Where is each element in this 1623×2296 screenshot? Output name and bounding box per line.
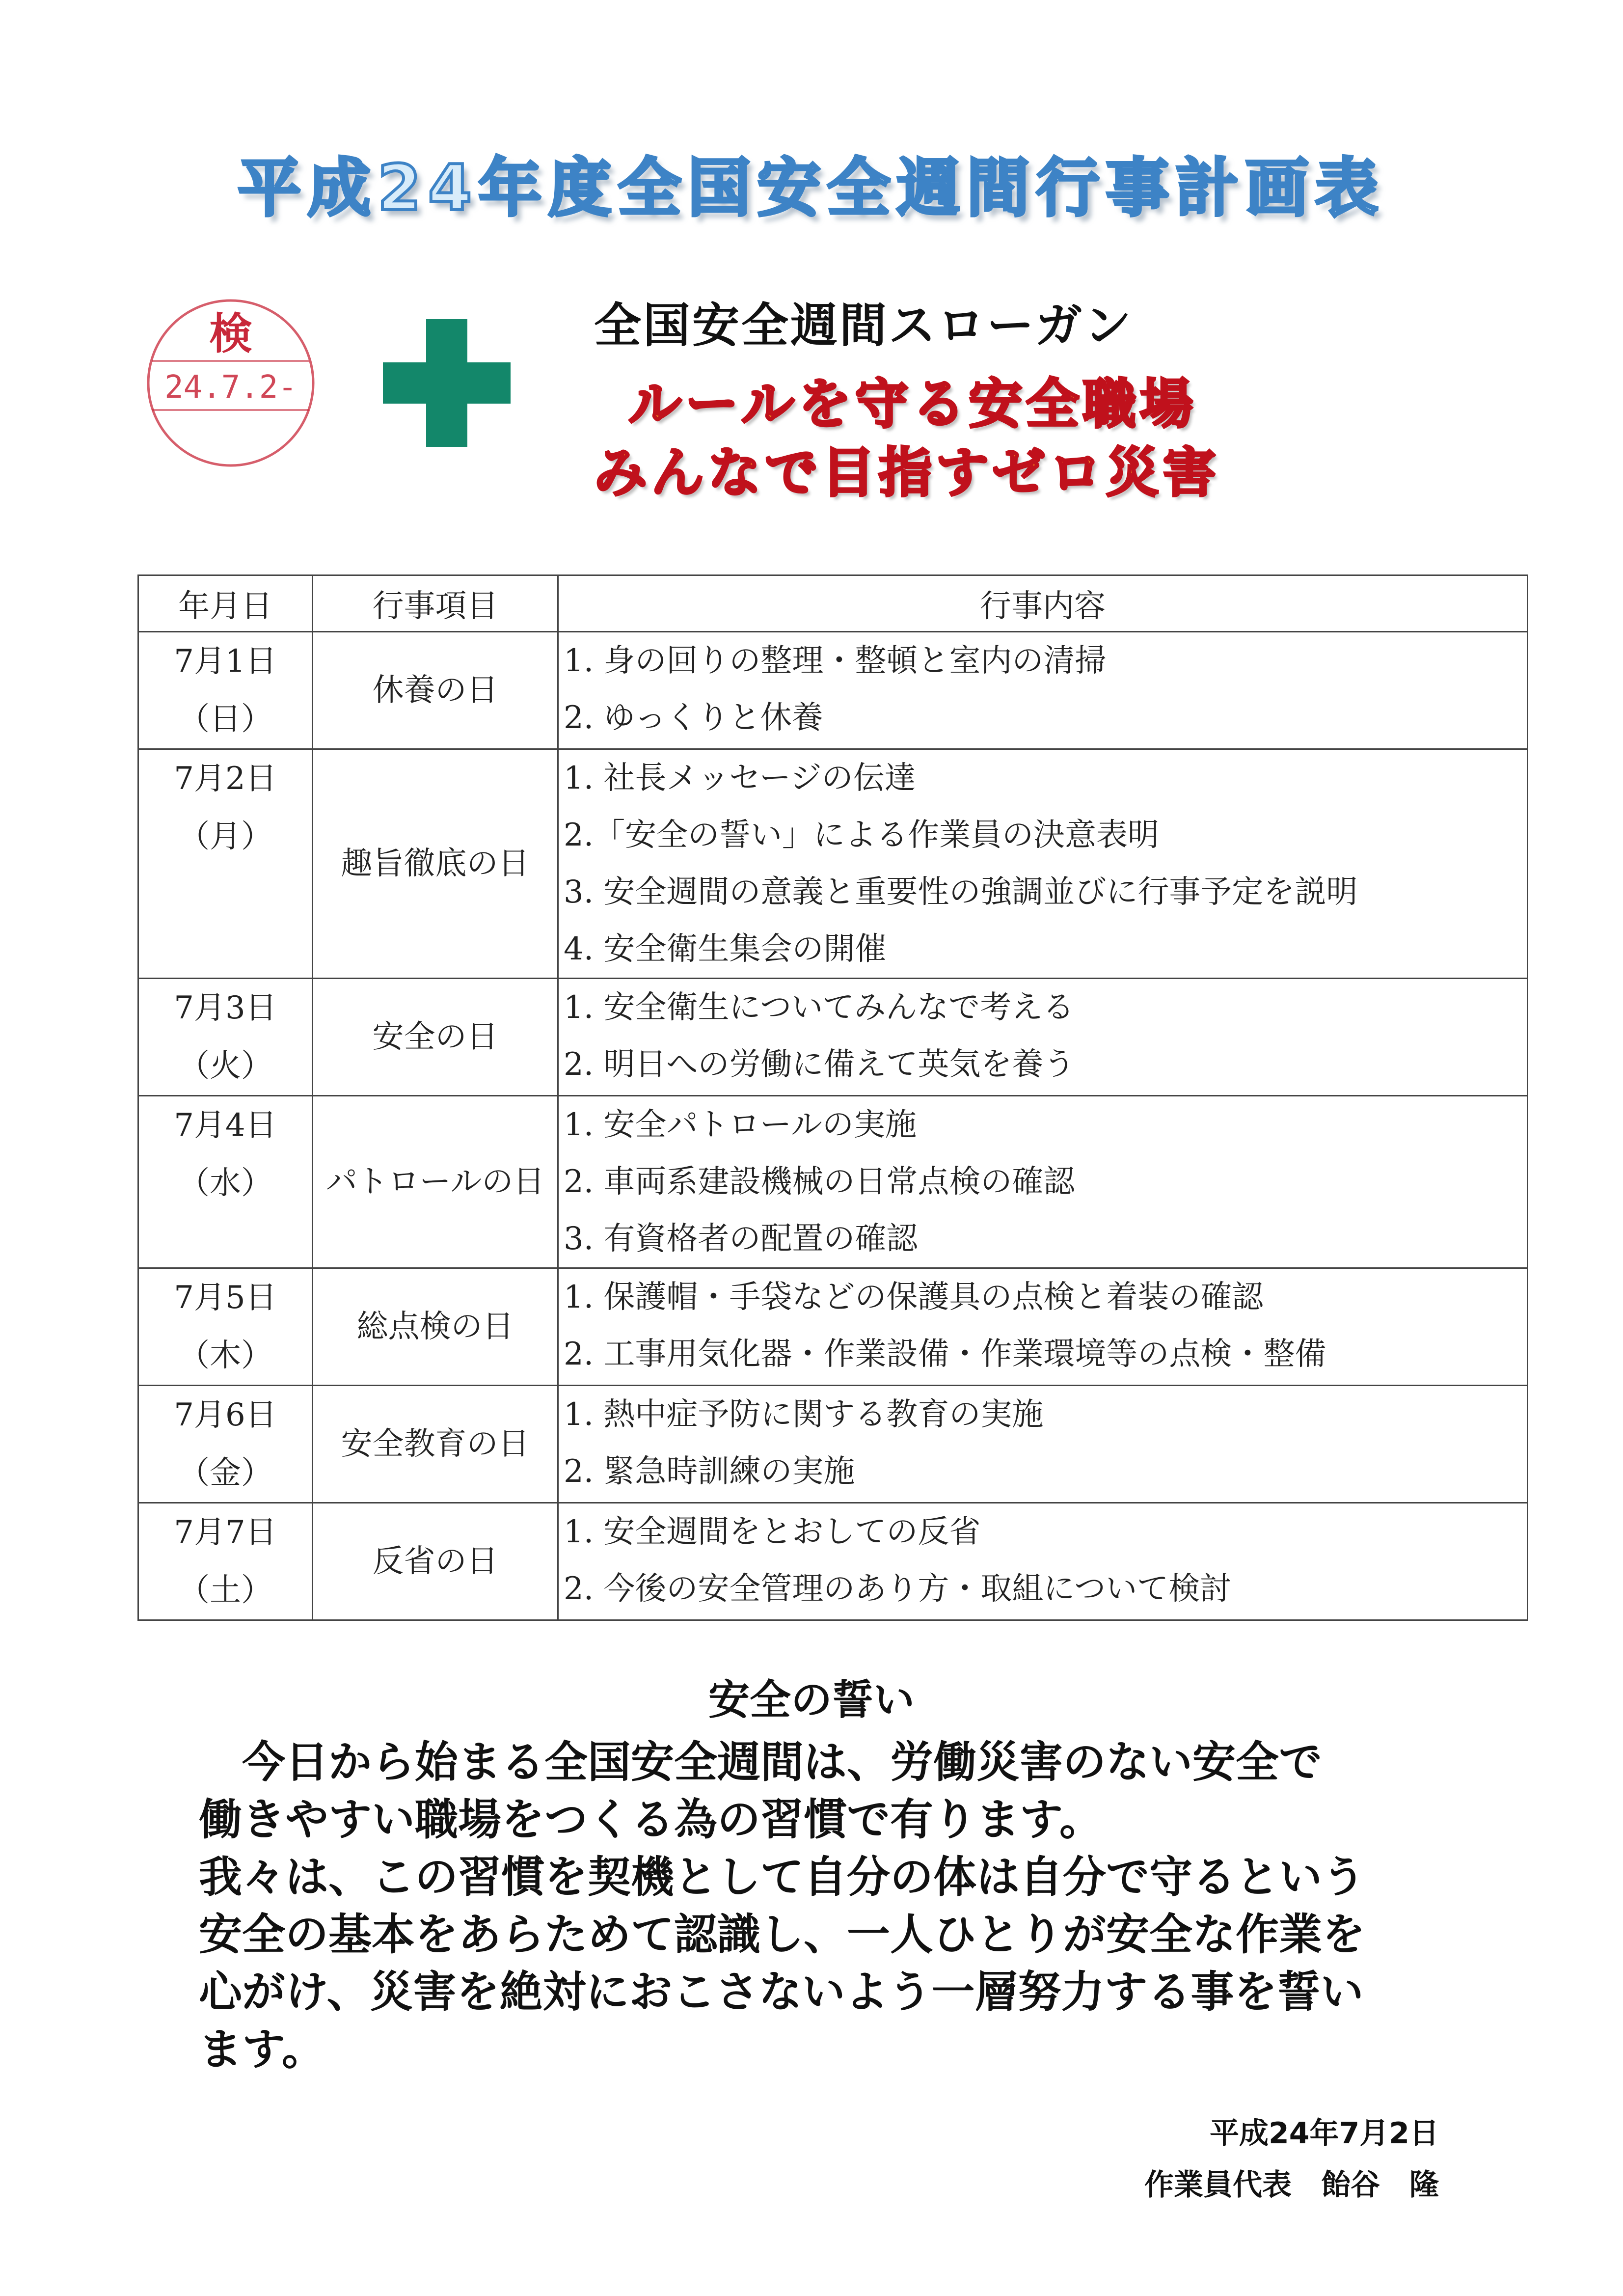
content-item: 1. 社長メッセージの伝達 bbox=[564, 760, 916, 796]
date: 7月2日 bbox=[174, 761, 277, 797]
weekday: （金） bbox=[178, 1455, 272, 1491]
green-cross-icon bbox=[383, 319, 511, 447]
date: 7月5日 bbox=[174, 1280, 277, 1316]
weekday: （日） bbox=[178, 701, 272, 738]
slogan-heading: 全国安全週間スローガン bbox=[594, 298, 1134, 353]
content-item: 1. 安全衛生についてみんなで考える bbox=[564, 989, 1075, 1026]
content-item: 2. 今後の安全管理のあり方・取組について検討 bbox=[564, 1571, 1232, 1607]
weekday: （月） bbox=[178, 819, 272, 855]
signature-date: 平成24年7月2日 bbox=[1210, 2116, 1439, 2151]
date-cell bbox=[138, 1268, 313, 1386]
weekday: （水） bbox=[178, 1165, 272, 1202]
oath-title: 安全の誓い bbox=[708, 1676, 915, 1724]
weekday: （火） bbox=[178, 1048, 272, 1084]
date-cell bbox=[138, 1386, 313, 1503]
content-item: 1. 熱中症予防に関する教育の実施 bbox=[564, 1396, 1044, 1433]
date-cell bbox=[138, 632, 313, 749]
event-cell: 総点検の日 bbox=[313, 1268, 558, 1386]
table-row bbox=[138, 1096, 1528, 1268]
content-cell bbox=[558, 1268, 1528, 1386]
table-header-row bbox=[138, 575, 1528, 632]
content-cell bbox=[558, 1503, 1528, 1620]
oath-line: 我々は、この習慣を契機として自分の体は自分で守るという bbox=[199, 1852, 1366, 1902]
date-cell bbox=[138, 749, 313, 979]
date-cell bbox=[138, 1096, 313, 1268]
content-item: 1. 保護帽・手袋などの保護具の点検と着装の確認 bbox=[564, 1279, 1264, 1315]
event-cell: 休養の日 bbox=[313, 632, 558, 749]
stamp-date: 24.7.2- bbox=[164, 369, 297, 406]
signature-name: 作業員代表 飴谷 隆 bbox=[1144, 2168, 1439, 2202]
event-cell: 反省の日 bbox=[313, 1503, 558, 1620]
table-row bbox=[138, 632, 1528, 749]
content-item: 3. 有資格者の配置の確認 bbox=[564, 1221, 918, 1257]
table-row bbox=[138, 1268, 1528, 1386]
date-cell bbox=[138, 979, 313, 1096]
content-item: 3. 安全週間の意義と重要性の強調並びに行事予定を説明 bbox=[564, 874, 1358, 910]
content-item: 2. 明日への労働に備えて英気を養う bbox=[564, 1046, 1075, 1083]
content-cell bbox=[558, 979, 1528, 1096]
date: 7月7日 bbox=[174, 1514, 277, 1551]
oath-line: 安全の基本をあらためて認識し、一人ひとりが安全な作業を bbox=[199, 1909, 1366, 1960]
content-item: 2.「安全の誓い」による作業員の決意表明 bbox=[564, 817, 1160, 853]
table-row bbox=[138, 1386, 1528, 1503]
date: 7月6日 bbox=[174, 1397, 277, 1433]
content-item: 1. 安全パトロールの実施 bbox=[564, 1107, 917, 1143]
event-cell: 趣旨徹底の日 bbox=[313, 749, 558, 979]
content-item: 2. 工事用気化器・作業設備・作業環境等の点検・整備 bbox=[564, 1336, 1326, 1372]
date: 7月4日 bbox=[174, 1107, 277, 1144]
table-row bbox=[138, 749, 1528, 979]
table-row bbox=[138, 979, 1528, 1096]
oath-line: 心がけ、災害を絶対におこさないよう一層努力する事を誓い bbox=[199, 1967, 1364, 2017]
table-row bbox=[138, 1503, 1528, 1620]
content-cell bbox=[558, 1096, 1528, 1268]
slogan-line: みんなで目指すゼロ災害 bbox=[594, 442, 1220, 504]
event-cell: パトロールの日 bbox=[313, 1096, 558, 1268]
column-header: 行事項目 bbox=[313, 575, 558, 632]
column-header: 年月日 bbox=[138, 575, 313, 632]
content-item: 1. 身の回りの整理・整頓と室内の清掃 bbox=[564, 643, 1107, 679]
schedule-table bbox=[137, 574, 1528, 1621]
date: 7月1日 bbox=[174, 643, 277, 680]
oath-line: 働きやすい職場をつくる為の習慣で有ります。 bbox=[199, 1794, 1103, 1845]
page-title: 平成24年度全国安全週間行事計画表 bbox=[238, 152, 1385, 225]
weekday: （木） bbox=[178, 1338, 272, 1374]
oath-line: ます。 bbox=[199, 2024, 325, 2075]
inspection-stamp bbox=[142, 295, 319, 471]
content-cell bbox=[558, 1386, 1528, 1503]
content-item: 2. 車両系建設機械の日常点検の確認 bbox=[564, 1164, 1075, 1200]
oath-body bbox=[199, 1733, 1475, 2078]
content-item: 2. 緊急時訓練の実施 bbox=[564, 1453, 855, 1490]
content-item: 4. 安全衛生集会の開催 bbox=[564, 931, 887, 967]
oath-line: 今日から始まる全国安全週間は、労働災害のない安全で bbox=[199, 1737, 1323, 1787]
content-cell bbox=[558, 749, 1528, 979]
stamp-mark: 検 bbox=[209, 308, 253, 359]
column-header: 行事内容 bbox=[558, 575, 1528, 632]
slogan-line: ルールを守る安全職場 bbox=[628, 374, 1197, 435]
content-item: 1. 安全週間をとおしての反省 bbox=[564, 1514, 981, 1550]
date: 7月3日 bbox=[174, 990, 277, 1026]
content-cell bbox=[558, 632, 1528, 749]
weekday: （土） bbox=[178, 1572, 272, 1609]
event-cell: 安全教育の日 bbox=[313, 1386, 558, 1503]
event-cell: 安全の日 bbox=[313, 979, 558, 1096]
content-item: 2. ゆっくりと休養 bbox=[564, 700, 823, 736]
date-cell bbox=[138, 1503, 313, 1620]
